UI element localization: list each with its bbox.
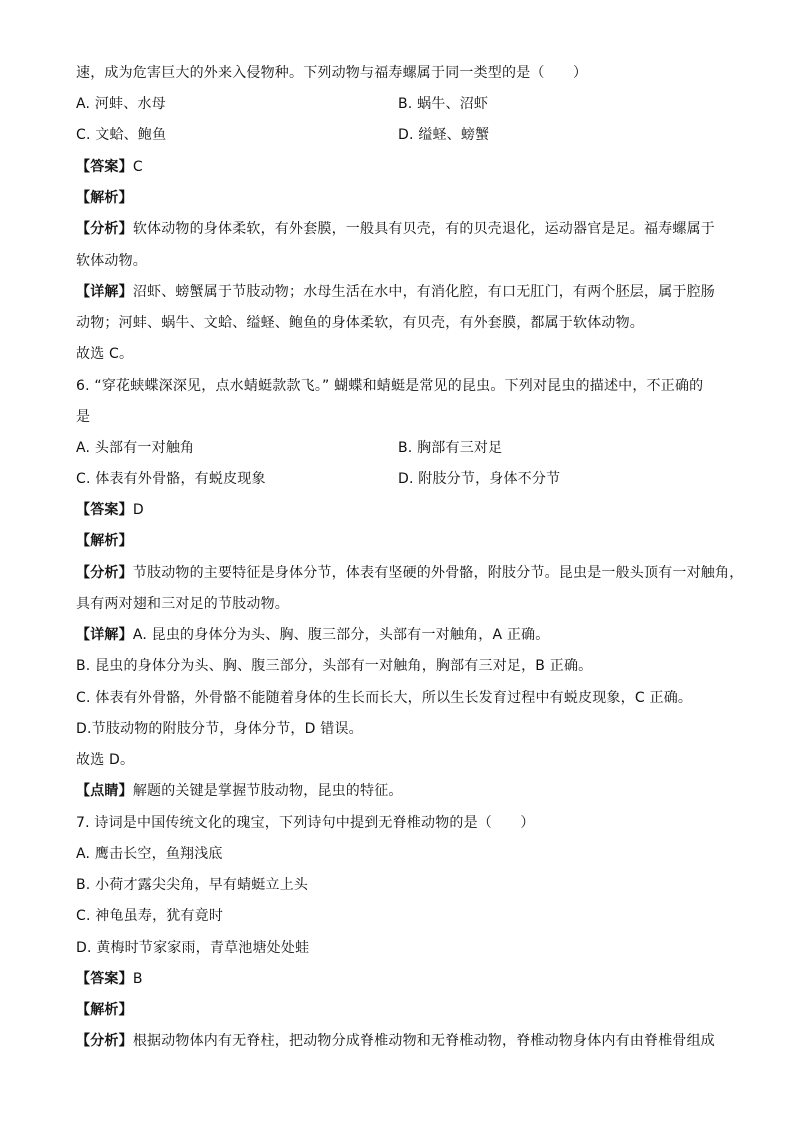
q6-stem-line-1: 6. “穿花蛱蝶深深见，点水蜻蜓款款飞。” 蝴蝶和蜻蜓是常见的昆虫。下列对昆虫的描述中，不正确的 bbox=[76, 378, 704, 394]
xiangjie-tag: 【详解】 bbox=[76, 627, 133, 643]
q6-analysis-heading bbox=[76, 532, 133, 550]
q6-option-a: A. 头部有一对触角 bbox=[76, 440, 195, 456]
fenxi-text: 软体动物的身体柔软，有外套膜，一般具有贝壳，有的贝壳退化，运动器官是足。福寿螺属于 bbox=[132, 221, 716, 237]
analysis-tag: 【解析】 bbox=[76, 1002, 133, 1018]
q6-fenxi-line-2: 具有两对翅和三对足的节肢动物。 bbox=[76, 596, 289, 612]
answer-tag: 【答案】 bbox=[76, 502, 133, 518]
dianjing-tag: 【点睛】 bbox=[76, 783, 133, 799]
q5-analysis-heading bbox=[76, 189, 133, 207]
q7-option-c: C. 神龟虽寿，犹有竟时 bbox=[76, 908, 224, 924]
q7-analysis-heading bbox=[76, 1001, 133, 1019]
q5-conclusion: 故选 C。 bbox=[76, 346, 134, 362]
q5-option-d: D. 缢蛏、螃蟹 bbox=[398, 127, 490, 143]
answer-tag: 【答案】 bbox=[76, 971, 133, 987]
q6-dianjing bbox=[76, 782, 403, 800]
q7-option-b: B. 小荷才露尖尖角，早有蜻蜓立上头 bbox=[76, 877, 309, 893]
q5-xiangjie-line-2: 动物；河蚌、蜗牛、文蛤、缢蛏、鲍鱼的身体柔软，有贝壳，有外套膜，都属于软体动物。 bbox=[76, 315, 644, 331]
q6-xiangjie-line-4: D.节肢动物的附肢分节，身体分节，D 错误。 bbox=[76, 721, 363, 737]
q7-answer bbox=[76, 970, 143, 988]
q5-xiangjie-line-1 bbox=[76, 283, 715, 301]
q6-xiangjie-line-3: C. 体表有外骨骼，外骨骼不能随着身体的生长而长大，所以生长发育过程中有蜕皮现象，C 正确。 bbox=[76, 690, 693, 706]
q6-answer bbox=[76, 501, 144, 519]
q5-fenxi-line-1 bbox=[76, 220, 715, 238]
q7-option-d: D. 黄梅时节家家雨，青草池塘处处蛙 bbox=[76, 940, 310, 956]
q6-xiangjie-line-2: B. 昆虫的身体分为头、胸、腹三部分，头部有一对触角，胸部有三对足，B 正确。 bbox=[76, 658, 593, 674]
analysis-tag: 【解析】 bbox=[76, 533, 133, 549]
fenxi-tag: 【分析】 bbox=[76, 565, 133, 581]
text-line: 速，成为危害巨大的外来入侵物种。下列动物与福寿螺属于同一类型的是（ ） bbox=[76, 65, 588, 81]
q5-fenxi-line-2: 软体动物。 bbox=[76, 253, 147, 269]
q5-option-b: B. 蜗牛、沼虾 bbox=[398, 96, 489, 112]
answer-tag: 【答案】 bbox=[76, 159, 133, 175]
q5-option-a: A. 河蚌、水母 bbox=[76, 96, 166, 112]
q7-stem: 7. 诗词是中国传统文化的瑰宝，下列诗句中提到无脊椎动物的是（ ） bbox=[76, 815, 535, 831]
fenxi-tag: 【分析】 bbox=[76, 1033, 133, 1049]
q7-option-a: A. 鹰击长空，鱼翔浅底 bbox=[76, 846, 223, 862]
q6-option-d: D. 附肢分节，身体不分节 bbox=[398, 471, 561, 487]
q5-answer bbox=[76, 158, 143, 176]
fenxi-tag: 【分析】 bbox=[76, 221, 133, 237]
q6-option-c: C. 体表有外骨骼，有蜕皮现象 bbox=[76, 471, 266, 487]
xiangjie-text: 沼虾、螃蟹属于节肢动物；水母生活在水中，有消化腔，有口无肛门，有两个胚层，属于腔肠 bbox=[132, 284, 716, 300]
q6-fenxi-line-1 bbox=[76, 564, 743, 582]
fenxi-text: 根据动物体内有无脊柱，把动物分成脊椎动物和无脊椎动物，脊椎动物身体内有由脊椎骨组成 bbox=[132, 1033, 716, 1049]
dianjing-text: 解题的关键是掌握节肢动物，昆虫的特征。 bbox=[132, 783, 403, 799]
answer-value: B bbox=[132, 971, 143, 987]
fenxi-text: 节肢动物的主要特征是身体分节，体表有坚硬的外骨骼，附肢分节。昆虫是一般头顶有一对触角， bbox=[132, 565, 744, 581]
answer-value: D bbox=[132, 502, 144, 518]
xiangjie-text: A. 昆虫的身体分为头、胸、腹三部分，头部有一对触角，A 正确。 bbox=[132, 627, 550, 643]
q6-option-b: B. 胸部有三对足 bbox=[398, 440, 503, 456]
analysis-tag: 【解析】 bbox=[76, 190, 133, 206]
q7-fenxi-line-1 bbox=[76, 1032, 715, 1050]
q5-option-c: C. 文蛤、鲍鱼 bbox=[76, 127, 167, 143]
q6-conclusion: 故选 D。 bbox=[76, 752, 135, 768]
q6-stem-line-2: 是 bbox=[76, 409, 91, 425]
answer-value: C bbox=[132, 159, 143, 175]
xiangjie-tag: 【详解】 bbox=[76, 284, 133, 300]
q6-xiangjie-line-1 bbox=[76, 626, 549, 644]
